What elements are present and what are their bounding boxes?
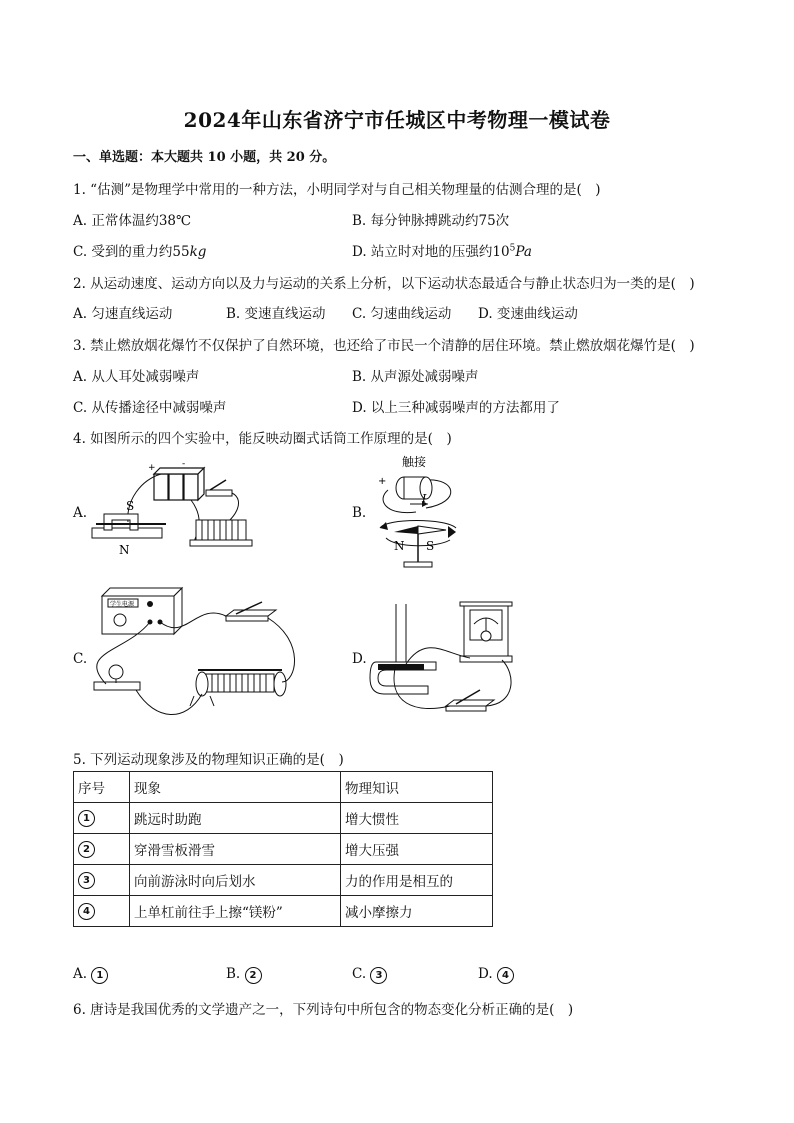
q4-figure-b-n: N	[394, 539, 405, 553]
q4-figure-a-n: N	[119, 543, 130, 557]
table-cell-phenomenon: 上单杠前往手上擦“镁粉”	[130, 896, 341, 927]
section-heading: 一、单选题：本大题共 10 小题，共 20 分。	[73, 150, 336, 165]
table-cell-no: 4	[74, 896, 130, 927]
table-cell-phenomenon: 向前游泳时向后划水	[130, 865, 341, 896]
question-2-stem: 2. 从运动速度、运动方向以及力与运动的关系上分析，以下运动状态最适合与静止状态归为一类的是( )	[73, 276, 695, 292]
q5-option-a-letter: A.	[73, 966, 88, 982]
question-6-stem: 6. 唐诗是我国优秀的文学遗产之一，下列诗句中所包含的物态变化分析正确的是( )	[73, 1002, 574, 1018]
q4-option-a-label[interactable]: A.	[73, 505, 88, 521]
table-cell-phenomenon: 跳远时助跑	[130, 803, 341, 834]
q4-figure-b-current: I	[422, 492, 427, 505]
svg-text:+: +	[378, 476, 387, 487]
q4-figure-b	[366, 452, 476, 572]
q5-option-d[interactable]	[478, 966, 514, 984]
question-3-stem: 3. 禁止燃放烟花爆竹不仅保护了自然环境，也还给了市民一个清静的居住环境。禁止燃放烟花爆竹是( )	[73, 338, 695, 354]
q4-option-d-label[interactable]: D.	[352, 651, 367, 667]
q3-option-b[interactable]: B. 从声源处减弱噪声	[352, 369, 479, 385]
question-4-stem: 4. 如图所示的四个实验中，能反映动圈式话筒工作原理的是( )	[73, 431, 452, 447]
q5-option-d-letter: D.	[478, 966, 493, 982]
q4-option-c-label[interactable]: C.	[73, 651, 88, 667]
q4-figure-b-s: S	[426, 539, 435, 553]
q5-option-c-letter: C.	[352, 966, 367, 982]
q4-option-b-label[interactable]: B.	[352, 505, 367, 521]
q4-figure-d	[366, 594, 526, 718]
q1-option-d[interactable]	[352, 240, 532, 260]
q1-option-a[interactable]: A. 正常体温约38℃	[73, 213, 192, 229]
q2-option-d[interactable]: D. 变速曲线运动	[478, 306, 578, 322]
q3-option-d[interactable]: D. 以上三种减弱噪声的方法都用了	[352, 400, 560, 416]
page-title: 2024年山东省济宁市任城区中考物理一模试卷	[183, 108, 611, 132]
q5-option-c-value: 3	[370, 967, 387, 984]
table-cell-knowledge: 减小摩擦力	[341, 896, 493, 927]
q5-option-b-letter: B.	[226, 966, 241, 982]
table-row	[74, 896, 493, 927]
q2-option-c[interactable]: C. 匀速曲线运动	[352, 306, 452, 322]
table-cell-no: 3	[74, 865, 130, 896]
svg-text:-: -	[182, 460, 186, 469]
table-row	[74, 865, 493, 896]
table-cell-knowledge: 力的作用是相互的	[341, 865, 493, 896]
table-header: 序号	[74, 772, 130, 803]
q5-option-b[interactable]	[226, 966, 262, 984]
q1-option-d-exponent: 5	[509, 243, 516, 254]
table-header: 物理知识	[341, 772, 493, 803]
q3-option-c[interactable]: C. 从传播途径中减弱噪声	[73, 400, 227, 416]
table-header-row	[74, 772, 493, 803]
q3-option-a[interactable]: A. 从人耳处减弱噪声	[73, 369, 200, 385]
table-cell-knowledge: 增大压强	[341, 834, 493, 865]
table-cell-no: 1	[74, 803, 130, 834]
table-row	[74, 803, 493, 834]
q1-option-c[interactable]	[73, 240, 206, 260]
question-1-stem: 1. “估测”是物理学中常用的一种方法，小明同学对与自己相关物理量的估测合理的是( )	[73, 182, 601, 198]
q5-option-d-value: 4	[497, 967, 514, 984]
q1-option-d-text: D. 站立时对地的压强约10	[352, 244, 510, 260]
question-5-stem: 5. 下列运动现象涉及的物理知识正确的是( )	[73, 752, 344, 768]
table-header: 现象	[130, 772, 341, 803]
q5-option-a-value: 1	[91, 967, 108, 984]
q5-option-c[interactable]	[352, 966, 387, 984]
q5-option-a[interactable]	[73, 966, 108, 984]
table-cell-phenomenon: 穿滑雪板滑雪	[130, 834, 341, 865]
table-row	[74, 834, 493, 865]
q1-option-b[interactable]: B. 每分钟脉搏跳动约75次	[352, 213, 510, 229]
q4-figure-a	[86, 460, 336, 570]
q1-option-c-text: C. 受到的重力约55	[73, 244, 190, 260]
table-cell-no: 2	[74, 834, 130, 865]
q5-table	[73, 771, 493, 927]
q4-figure-b-touch: 触接	[402, 455, 427, 469]
q5-option-b-value: 2	[245, 967, 262, 984]
table-cell-knowledge: 增大惯性	[341, 803, 493, 834]
q1-option-c-unit: kg	[189, 244, 207, 260]
q2-option-b[interactable]: B. 变速直线运动	[226, 306, 326, 322]
q4-figure-a-s: S	[126, 499, 135, 513]
q1-option-d-unit: Pa	[515, 244, 532, 260]
q4-figure-c-panel: 学生电源	[110, 601, 135, 608]
q4-figure-c	[86, 582, 316, 732]
svg-text:+: +	[148, 463, 156, 473]
q2-option-a[interactable]: A. 匀速直线运动	[73, 306, 173, 322]
